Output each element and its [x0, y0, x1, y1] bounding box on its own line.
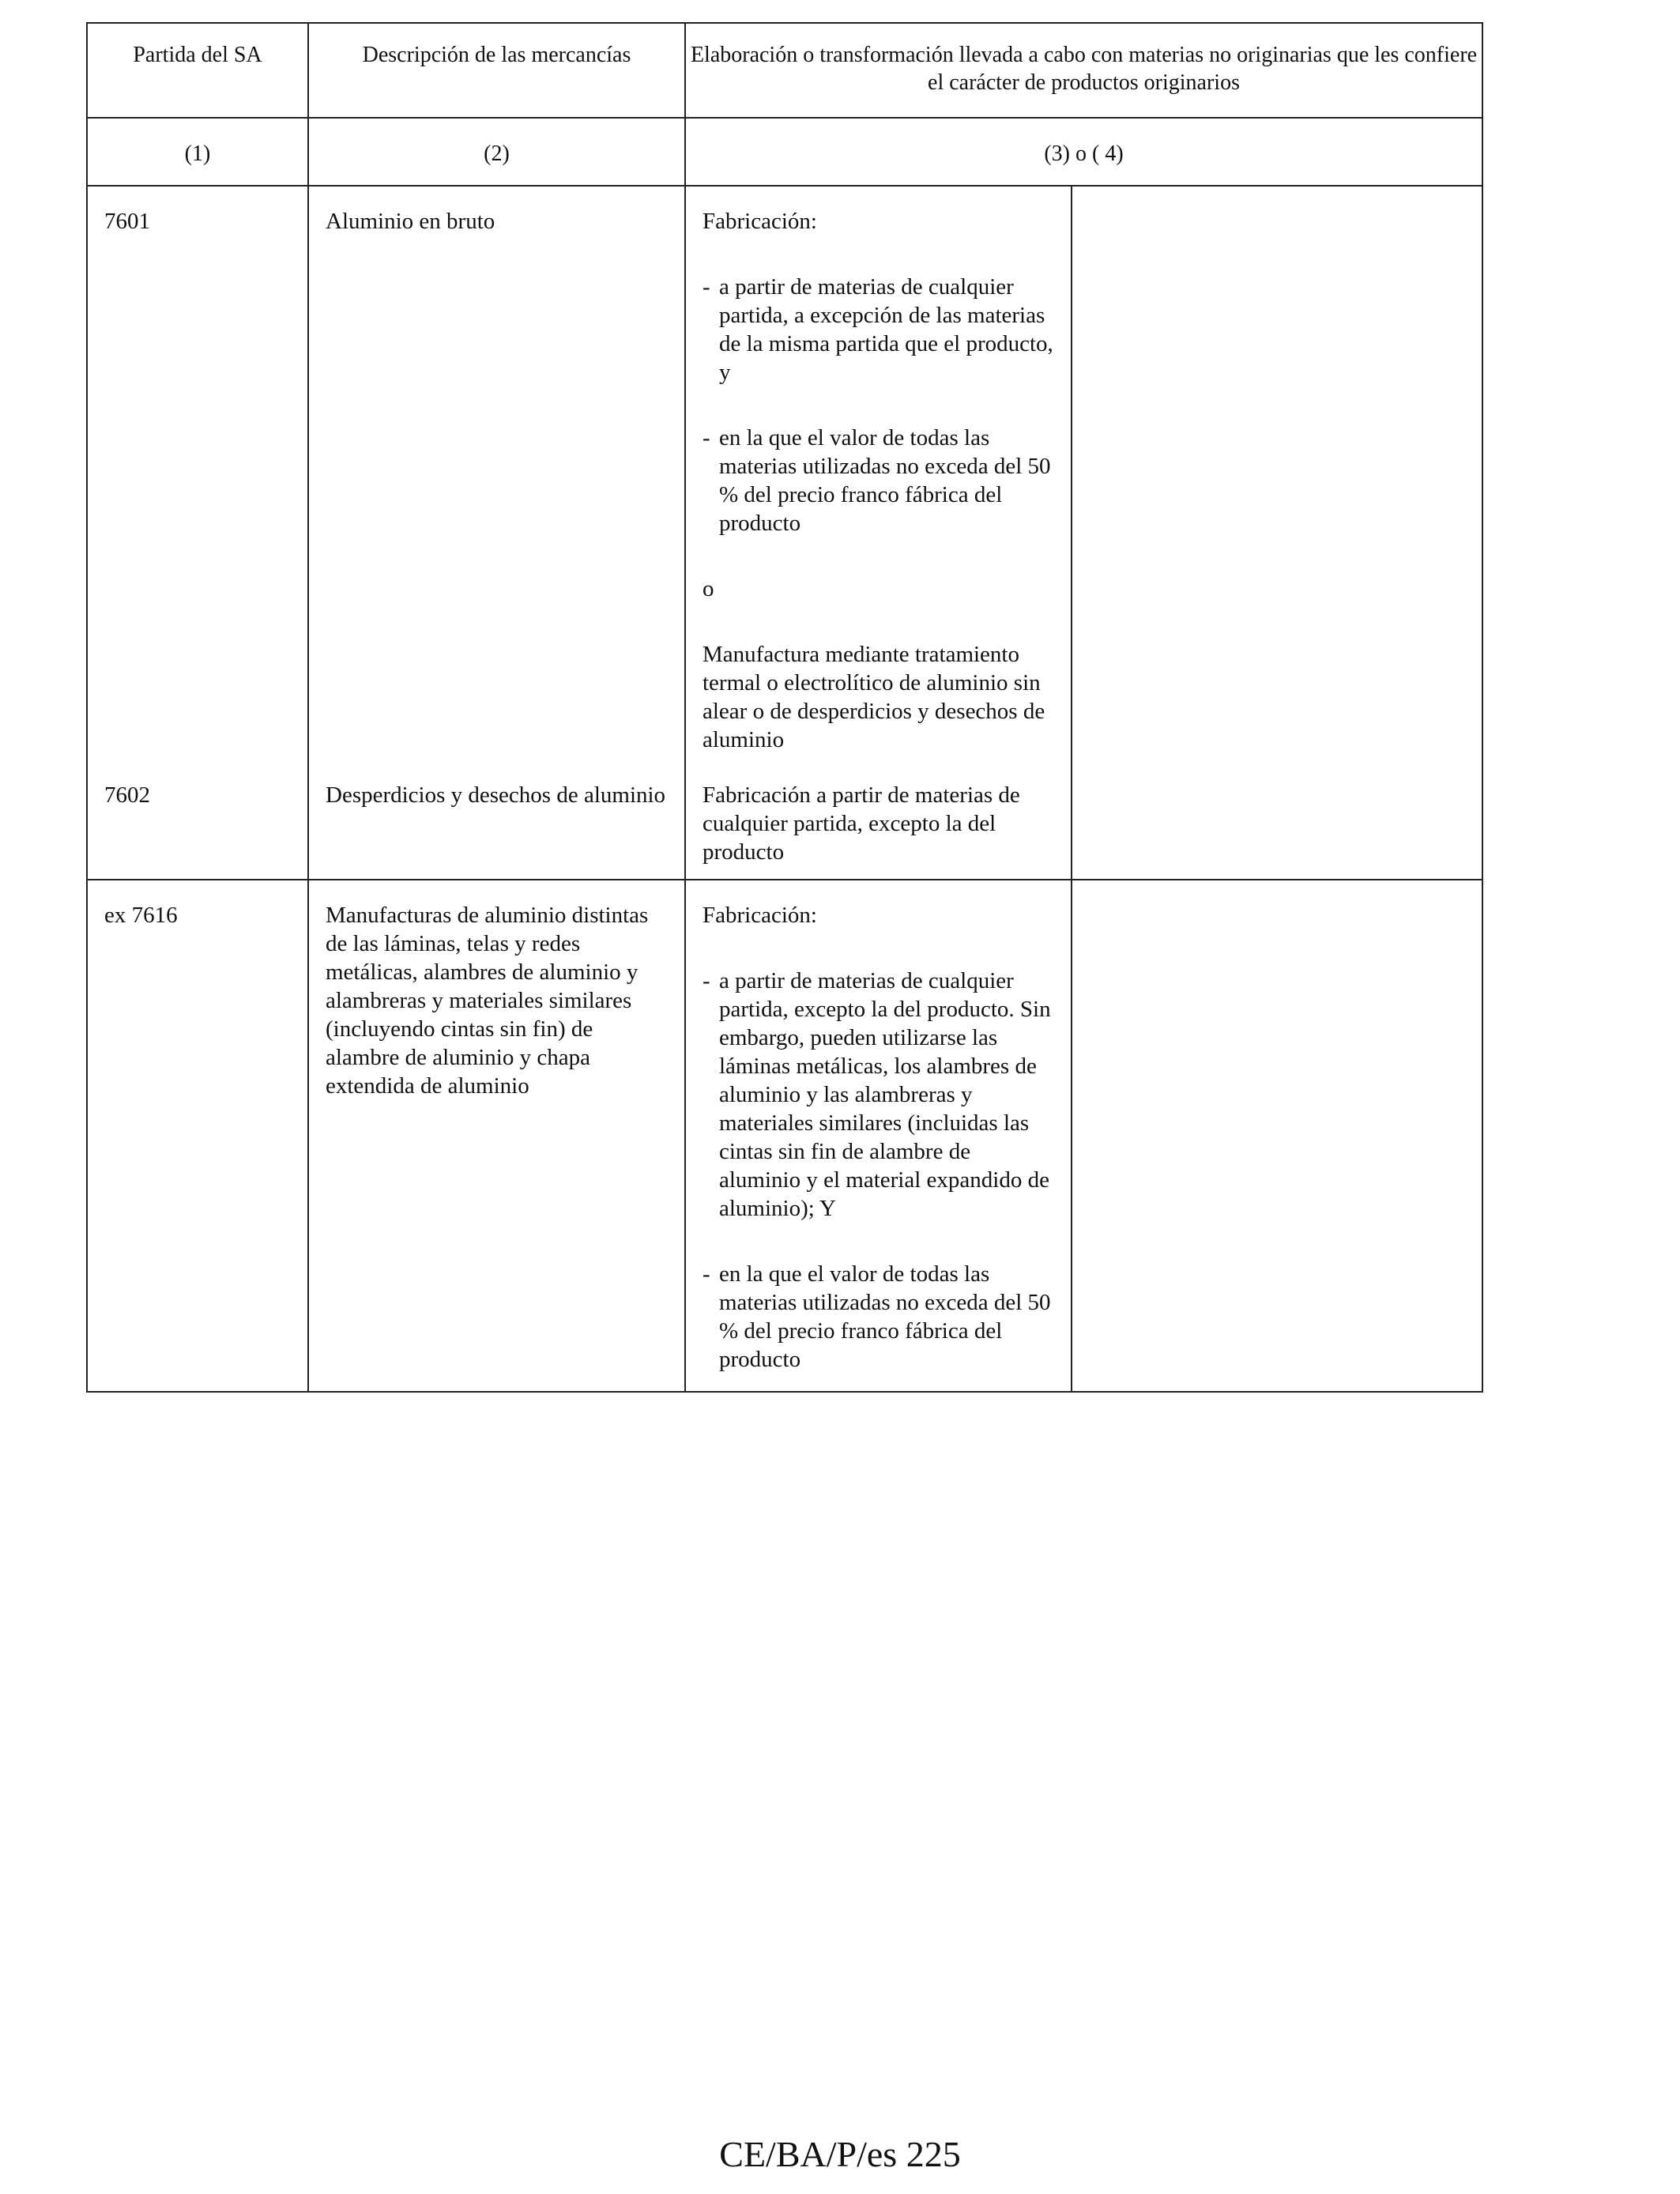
- bullet-marker: -: [703, 425, 710, 450]
- rule-bullet: [703, 1260, 1054, 1374]
- rule-or: o: [703, 576, 714, 601]
- table-row: [87, 880, 1482, 1392]
- column-number-1: (1): [87, 118, 308, 186]
- goods-description: Manufacturas de aluminio distintas de las láminas, telas y redes metálicas, alambres de aluminio y alambreras y materiales similares (incluyendo cintas sin fin) de alambre de aluminio y chapa extendida de aluminio: [308, 880, 685, 1392]
- table-row: [87, 186, 1482, 773]
- rule-intro: Fabricación:: [703, 209, 817, 234]
- bullet-marker: -: [703, 274, 710, 300]
- hs-code: ex 7616: [87, 880, 308, 1392]
- column-number-3-4: (3) o ( 4): [685, 118, 1482, 186]
- rule-alternative: Manufactura mediante tratamiento termal o electrolítico de aluminio sin alear o de desperdicios y desechos de aluminio: [703, 642, 1045, 752]
- bullet-marker: -: [703, 1261, 710, 1287]
- bullet-text: a partir de materias de cualquier partida, excepto la del producto. Sin embargo, pueden utilizarse las láminas metálicas, los alambres de aluminio y las alambreras y materiales similares (incluidas las cintas sin fin de alambre de aluminio y el material expandido de aluminio); Y: [719, 968, 1051, 1221]
- bullet-text: en la que el valor de todas las materias utilizadas no exceda del 50 % del precio franco fábrica del producto: [719, 1261, 1051, 1372]
- column-number-row: [87, 118, 1482, 186]
- header-row: [87, 23, 1482, 118]
- hs-code: 7601: [87, 186, 308, 773]
- header-processing: Elaboración o transformación llevada a cabo con materias no originarias que les confiere el carácter de productos originarios: [685, 23, 1482, 118]
- page-reference: CE/BA/P/es 225: [719, 2134, 961, 2174]
- column-number-2: (2): [308, 118, 685, 186]
- header-description: Descripción de las mercancías: [308, 23, 685, 118]
- processing-rule: [685, 186, 1072, 773]
- bullet-text: a partir de materias de cualquier partida, a excepción de las materias de la misma partida que el producto, y: [719, 274, 1053, 385]
- processing-rule: Fabricación a partir de materias de cualquier partida, excepto la del producto: [685, 773, 1072, 880]
- rules-table: [86, 22, 1483, 1393]
- rule-bullet: [703, 967, 1054, 1223]
- header-hs-heading: Partida del SA: [87, 23, 308, 118]
- rule-bullet: [703, 273, 1054, 386]
- alternative-rule-column: [1072, 880, 1482, 1392]
- rule-bullet: [703, 424, 1054, 537]
- alternative-rule-column: [1072, 186, 1482, 773]
- bullet-text: en la que el valor de todas las materias utilizadas no exceda del 50 % del precio franco fábrica del producto: [719, 425, 1051, 536]
- table-row: [87, 773, 1482, 880]
- hs-code: 7602: [87, 773, 308, 880]
- alternative-rule-column: [1072, 773, 1482, 880]
- processing-rule: [685, 880, 1072, 1392]
- rule-intro: Fabricación:: [703, 903, 817, 928]
- bullet-marker: -: [703, 968, 710, 993]
- goods-description: Aluminio en bruto: [308, 186, 685, 773]
- goods-description: Desperdicios y desechos de aluminio: [308, 773, 685, 880]
